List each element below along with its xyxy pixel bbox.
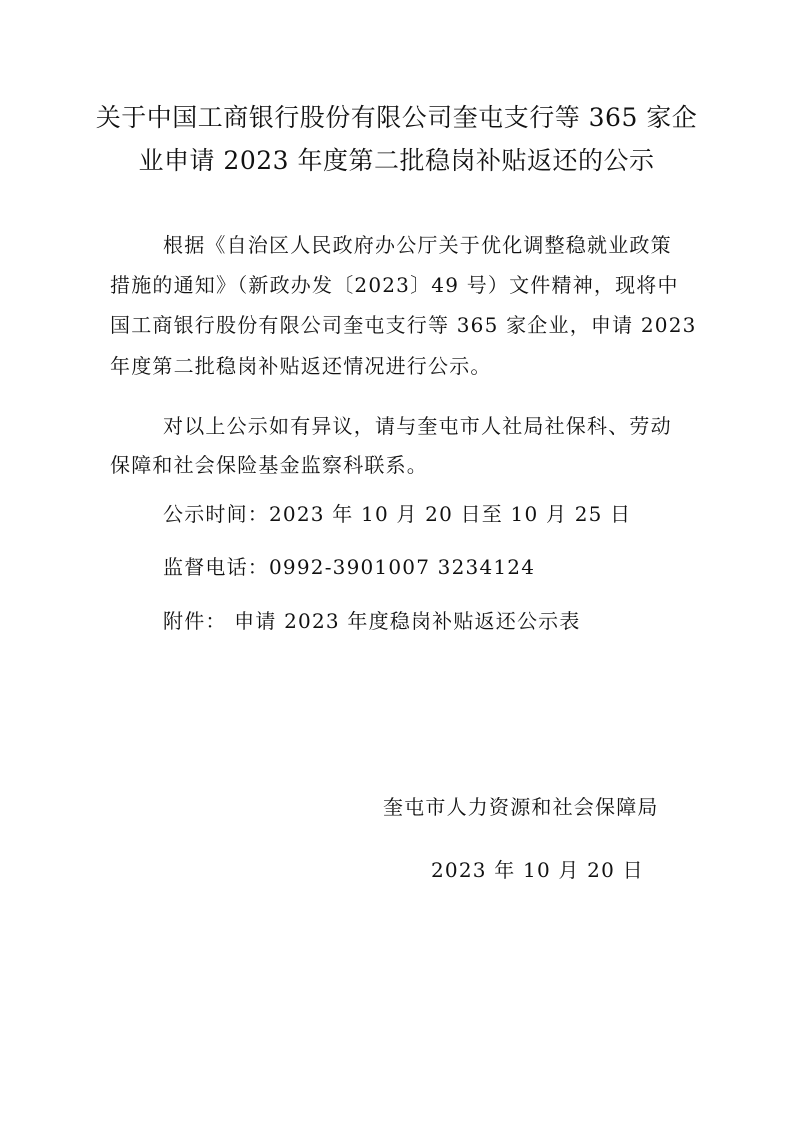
paragraph-1-line-3: 国工商银行股份有限公司奎屯支行等 365 家企业，申请 2023 bbox=[110, 313, 697, 337]
notice-time: 公示时间：2023 年 10 月 20 日至 10 月 25 日 bbox=[163, 502, 632, 526]
paragraph-2-line-1: 对以上公示如有异议，请与奎屯市人社局社保科、劳动 bbox=[163, 414, 672, 438]
signature-organization: 奎屯市人力资源和社会保障局 bbox=[383, 795, 659, 819]
document-title-line-2: 业申请 2023 年度第二批稳岗补贴返还的公示 bbox=[138, 146, 655, 175]
paragraph-1-line-1: 根据《自治区人民政府办公厅关于优化调整稳就业政策 bbox=[163, 233, 672, 257]
document-title-line-1: 关于中国工商银行股份有限公司奎屯支行等 365 家企 bbox=[95, 103, 698, 132]
paragraph-2-line-2: 保障和社会保险基金监察科联系。 bbox=[110, 453, 428, 477]
paragraph-1-line-4: 年度第二批稳岗补贴返还情况进行公示。 bbox=[110, 354, 492, 378]
supervision-phone: 监督电话：0992-3901007 3234124 bbox=[163, 555, 536, 579]
attachment-line: 附件： 申请 2023 年度稳岗补贴返还公示表 bbox=[163, 609, 581, 633]
paragraph-1-line-2: 措施的通知》（新政办发〔2023〕49 号）文件精神，现将中 bbox=[110, 273, 679, 297]
signature-date: 2023 年 10 月 20 日 bbox=[431, 858, 644, 882]
